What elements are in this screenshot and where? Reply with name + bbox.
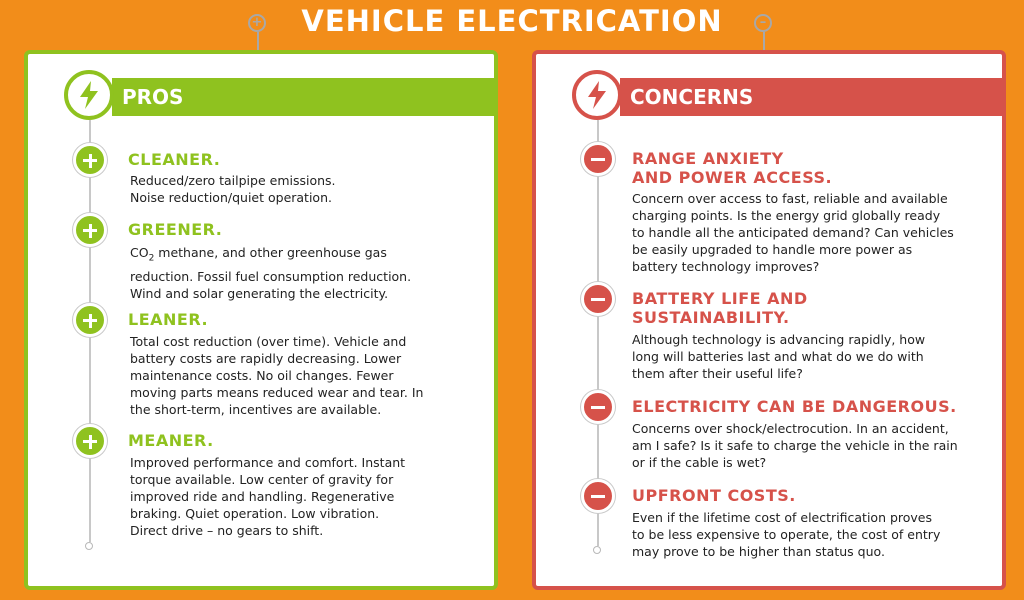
pros-banner — [112, 78, 498, 116]
concerns-item-title: BATTERY LIFE AND SUSTAINABILITY. — [632, 289, 808, 327]
lightning-icon — [572, 70, 622, 120]
minus-icon — [581, 142, 615, 176]
concerns-item-body: Even if the lifetime cost of electrification proves to be less expensive to operate, the cost of entry may prove to be higher than status quo. — [632, 510, 941, 559]
concerns-item-title: UPFRONT COSTS. — [632, 486, 796, 505]
concerns-heading: CONCERNS — [630, 85, 754, 109]
minus-icon — [581, 282, 615, 316]
pros-connector-line — [257, 32, 259, 52]
lightning-icon — [64, 70, 114, 120]
pros-panel — [24, 50, 498, 590]
concerns-item-title: RANGE ANXIETY AND POWER ACCESS. — [632, 149, 833, 187]
concerns-banner — [620, 78, 1006, 116]
concerns-timeline-end — [593, 546, 601, 554]
concerns-item-body: Although technology is advancing rapidly, how long will batteries last and what do we do with them after their useful life? — [632, 332, 926, 381]
minus-icon — [581, 479, 615, 513]
plus-icon — [73, 303, 107, 337]
plus-node-icon: + — [248, 14, 266, 32]
plus-icon — [73, 213, 107, 247]
pros-item-body: Total cost reduction (over time). Vehicle and battery costs are rapidly decreasing. Lower maintenance costs. No oil changes. Fewer moving parts means reduced wear and tear. In the short-term, incentives are available. — [130, 334, 424, 417]
plus-icon — [73, 143, 107, 177]
pros-timeline-end — [85, 542, 93, 550]
pros-item-title: MEANER. — [128, 431, 214, 450]
pros-item-title: CLEANER. — [128, 150, 221, 169]
pros-item-body: Reduced/zero tailpipe emissions. Noise reduction/quiet operation. — [130, 173, 336, 205]
concerns-item-title: ELECTRICITY CAN BE DANGEROUS. — [632, 397, 957, 416]
page-title: VEHICLE ELECTRICATION — [301, 4, 723, 38]
concerns-item-body: Concerns over shock/electrocution. In an accident, am I safe? Is it safe to charge the vehicle in the rain or if the cable is wet? — [632, 421, 958, 470]
pros-item-title: GREENER. — [128, 220, 223, 239]
pros-item-body: Improved performance and comfort. Instant torque available. Low center of gravity for improved ride and handling. Regenerative braking. Quiet operation. Low vibration. Direct drive – no gears to shift. — [130, 455, 406, 538]
concerns-connector-line — [763, 32, 765, 52]
pros-item-body: $CO_2$ methane, and other greenhouse gas reduction. Fossil fuel consumption reduction. Wind and solar generating the electricity. — [130, 245, 412, 301]
plus-icon — [73, 424, 107, 458]
concerns-panel — [532, 50, 1006, 590]
minus-node-icon: – — [754, 14, 772, 32]
pros-heading: PROS — [122, 85, 184, 109]
pros-item-title: LEANER. — [128, 310, 209, 329]
concerns-item-body: Concern over access to fast, reliable and available charging points. Is the energy grid globally ready to handle all the anticipated demand? Can vehicles be easily upgraded to handle more power as battery technology improves? — [632, 191, 954, 274]
minus-icon — [581, 390, 615, 424]
